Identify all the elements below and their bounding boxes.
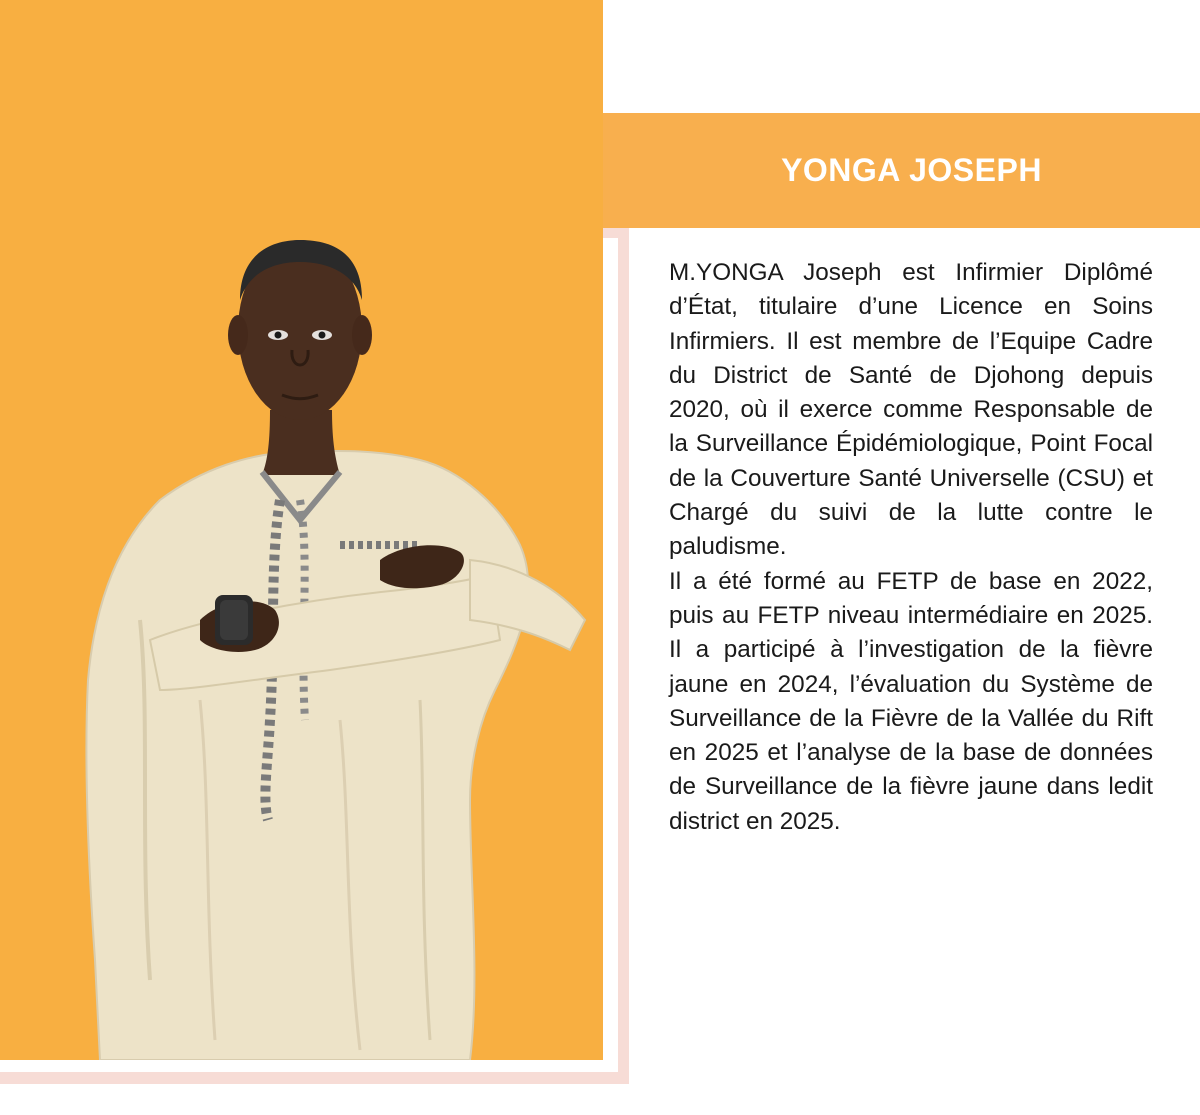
bio-paragraph-1: M.YONGA Joseph est Infirmier Diplômé d’État, titulaire d’une Licence en Soins Infirmiers. Il est membre de l’Equipe Cadre du District de Santé de Djohong depuis 2020, où il exerce comme Responsable de la Surveillance Épidémiologique, Point Focal de la Couverture Santé Universelle (CSU) et Chargé du suivi de la lutte contre le paludisme. <box>669 259 1153 561</box>
robe <box>86 451 528 1060</box>
bio-paragraph-2: Il a été formé au FETP de base en 2022, puis au FETP niveau intermédiaire en 2025. Il a participé à l’investigation de la fièvre jaune en 2024, l’évaluation du Système de Surveillance de la Fièvre de la Vallée du Rift en 2025 et l’analyse de la base de données de Surveillance de la fièvre jaune dans ledit district en 2025. <box>669 567 1153 835</box>
biography <box>669 256 1153 839</box>
portrait-photo <box>0 0 603 1060</box>
name-banner <box>603 113 1200 228</box>
photo-panel <box>0 0 603 1060</box>
person-name: YONGA JOSEPH <box>781 152 1042 188</box>
